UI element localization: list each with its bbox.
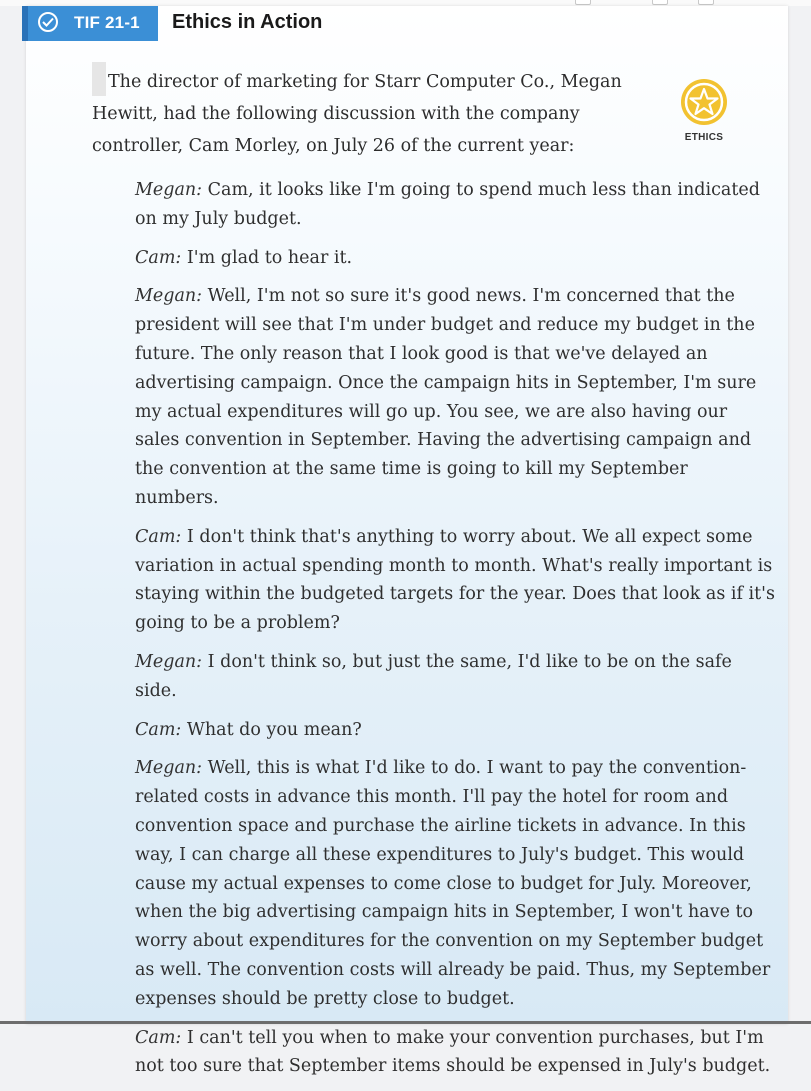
- ethics-label: ETHICS: [684, 132, 724, 143]
- dialogue-line: [135, 244, 775, 273]
- speaker-name: Cam:: [135, 1027, 182, 1048]
- speaker-name: Cam:: [135, 719, 182, 740]
- dialogue-text: What do you mean?: [181, 719, 362, 740]
- speaker-name: Megan:: [135, 651, 203, 672]
- speaker-name: Cam:: [135, 247, 182, 268]
- speaker-name: Cam:: [135, 526, 182, 547]
- dialogue-text: I don't think so, but just the same, I'd like to be on the safe side.: [135, 651, 732, 701]
- dialogue: [135, 176, 775, 1091]
- dialogue-line: [135, 282, 775, 512]
- dialogue-line: [135, 523, 775, 638]
- dialogue-line: [135, 754, 775, 1013]
- dialogue-text: Cam, it looks like I'm going to spend much less than indicated on my July budget.: [135, 180, 760, 229]
- intro-paragraph: The director of marketing for Starr Computer Co., Megan Hewitt, had the following discussion with the company controller, Cam Morley, on July 26 of the current year:: [92, 72, 622, 156]
- toolbar-icon[interactable]: [652, 0, 668, 5]
- dialogue-text: Well, this is what I'd like to do. I want to pay the convention-related costs in advance this month. I'll pay the hotel for room and convention space and purchase the airline tickets in advance. In this way, I can charge all these expenditures to July's budget. This would cause my actual expenses to come close to budget for July. Moreover, when the big advertising campaign hits in September, I won't have to worry about expenditures for the convention on my September budget as well. The convention costs will already be paid. Thus, my September expenses should be pretty close to budget.: [135, 758, 771, 1009]
- toolbar-icon[interactable]: [698, 0, 714, 5]
- star-medal-icon: [678, 78, 730, 126]
- speaker-name: Megan:: [135, 758, 203, 779]
- dialogue-line: [135, 176, 775, 234]
- dialogue-text: I'm glad to hear it.: [181, 247, 353, 268]
- tif-tab: [22, 6, 158, 41]
- dialogue-text: I don't think that's anything to worry about. We all expect some variation in actual spending month to month. What's really important is staying within the budgeted targets for the year. Does that look as if it's going to be a problem?: [135, 526, 775, 634]
- dialogue-line: [135, 648, 775, 706]
- check-circle-icon: [38, 12, 58, 32]
- dialogue-line: [135, 1024, 775, 1082]
- tif-number: TIF 21-1: [74, 13, 140, 32]
- dialogue-text: Well, I'm not so sure it's good news. I'm concerned that the president will see that I'm under budget and reduce my budget in the future. The only reason that I look good is that we've delayed an advertising campaign. Once the campaign hits in September, I'm sure my actual expenditures will go up. You see, we are also having our sales convention in September. Having the advertising campaign and the convention at the same time is going to kill my September numbers.: [135, 286, 757, 508]
- toolbar-icon[interactable]: [575, 0, 591, 5]
- dialogue-text: I can't tell you when to make your convention purchases, but I'm not too sure that September items should be expensed in July's budget.: [135, 1027, 771, 1077]
- speaker-name: Megan:: [135, 180, 203, 200]
- ethics-badge: [678, 78, 730, 143]
- speaker-name: Megan:: [135, 286, 203, 307]
- feature-title: Ethics in Action: [172, 11, 323, 33]
- dialogue-line: [135, 716, 775, 745]
